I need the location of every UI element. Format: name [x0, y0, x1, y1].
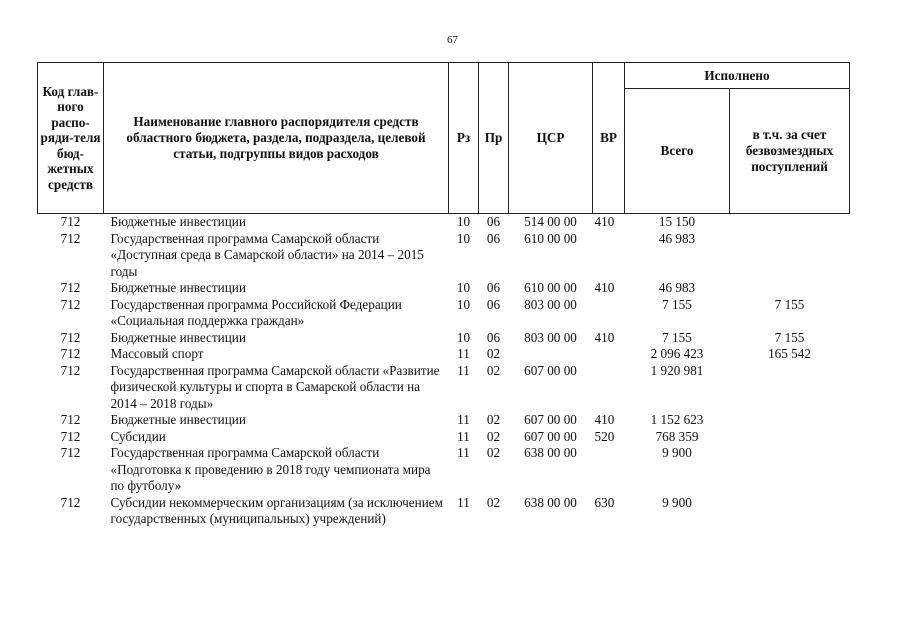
pr-cell: 06 [486, 296, 501, 312]
grant-cell [730, 363, 850, 413]
header-csr: ЦСР [509, 63, 593, 214]
total-cell: 9 900 [662, 445, 692, 460]
name-cell: Бюджетные инвестиции [110, 329, 246, 345]
grant-cell [730, 445, 850, 495]
code-cell: 712 [60, 296, 81, 312]
grant-cell: 7 155 [774, 329, 805, 345]
code-cell: 712 [60, 329, 81, 345]
total-cell: 9 900 [662, 494, 692, 510]
header-executed: Исполнено [625, 63, 850, 89]
grant-cell [730, 231, 850, 281]
pr-cell: 06 [486, 280, 501, 295]
csr-cell: 638 00 00 [524, 445, 577, 460]
total-cell: 1 152 623 [650, 412, 704, 427]
grant-cell [730, 495, 850, 528]
pr-cell: 06 [486, 329, 501, 345]
rz-cell: 11 [457, 445, 470, 460]
pr-cell: 02 [486, 346, 501, 361]
vr-cell: 410 [594, 412, 615, 427]
name-cell: Бюджетные инвестиции [110, 412, 246, 427]
rz-cell: 11 [457, 428, 470, 444]
vr-cell: 520 [594, 428, 615, 444]
grant-cell: 7 155 [774, 296, 805, 312]
header-code: Код глав-ного распо-ряди-теля бюд-жетных средств [38, 63, 104, 214]
name-cell: Государственная программа Самарской области «Подготовка к проведению в 2018 году чемпионата мира по футболу» [110, 445, 431, 493]
vr-cell [593, 346, 625, 363]
name-cell: Государственная программа Самарской области «Доступная среда в Самарской области» на 2014 – 2015 годы [110, 230, 424, 279]
rz-cell: 10 [456, 280, 471, 295]
grant-cell: 165 542 [768, 346, 811, 361]
vr-cell [593, 297, 625, 330]
csr-cell: 607 00 00 [524, 428, 577, 444]
code-cell: 712 [60, 494, 81, 510]
csr-cell [509, 346, 593, 363]
table-row [38, 214, 850, 231]
total-cell: 768 359 [655, 428, 699, 444]
total-cell: 7 155 [662, 329, 692, 345]
pr-cell: 02 [486, 362, 501, 378]
total-cell: 7 155 [662, 296, 692, 312]
name-cell: Бюджетные инвестиции [110, 280, 246, 295]
table-row [38, 297, 850, 330]
table-row [38, 231, 850, 281]
pr-cell: 06 [486, 214, 501, 229]
table-row [38, 445, 850, 495]
code-cell: 712 [60, 362, 81, 378]
name-cell: Массовый спорт [110, 346, 204, 361]
table-row [38, 429, 850, 446]
rz-cell: 10 [456, 214, 471, 229]
code-cell: 712 [60, 428, 81, 444]
rz-cell: 10 [456, 296, 471, 312]
name-cell: Бюджетные инвестиции [110, 214, 246, 229]
csr-cell: 607 00 00 [524, 362, 577, 378]
code-cell: 712 [60, 230, 81, 246]
total-cell: 2 096 423 [650, 346, 704, 361]
header-pr: Пр [479, 63, 509, 214]
table-row [38, 495, 850, 528]
rz-cell: 10 [456, 329, 471, 345]
rz-cell: 10 [456, 230, 471, 246]
table-row [38, 330, 850, 347]
rz-cell: 11 [457, 494, 470, 510]
pr-cell: 02 [486, 445, 501, 460]
total-cell: 46 983 [658, 230, 696, 246]
table-row [38, 412, 850, 429]
csr-cell: 610 00 00 [524, 230, 577, 246]
grant-cell [730, 280, 850, 297]
grant-cell [730, 429, 850, 446]
table-header [38, 63, 850, 214]
total-cell: 46 983 [658, 280, 696, 295]
name-cell: Субсидии некоммерческим организациям (за исключением государственных (муниципальных) учреждений) [110, 494, 443, 526]
csr-cell: 803 00 00 [524, 296, 577, 312]
vr-cell: 630 [594, 494, 615, 510]
rz-cell: 11 [457, 412, 470, 427]
grant-cell [730, 412, 850, 429]
pr-cell: 02 [486, 494, 501, 510]
pr-cell: 06 [486, 230, 501, 246]
page-number: 67 [447, 34, 458, 46]
vr-cell [593, 445, 625, 495]
code-cell: 712 [60, 214, 81, 229]
pr-cell: 02 [486, 412, 501, 427]
code-cell: 712 [60, 280, 81, 295]
vr-cell: 410 [594, 280, 615, 295]
header-total: Всего [625, 89, 730, 214]
header-grant: в т.ч. за счет безвозмездных поступлений [730, 89, 850, 214]
csr-cell: 638 00 00 [524, 494, 577, 510]
header-vr: ВР [593, 63, 625, 214]
table-row [38, 363, 850, 413]
vr-cell: 410 [594, 214, 615, 229]
csr-cell: 803 00 00 [524, 329, 577, 345]
grant-cell [730, 214, 850, 231]
name-cell: Государственная программа Самарской области «Развитие физической культуры и спорта в Самарской области на 2014 – 2018 годы» [110, 362, 440, 411]
vr-cell [593, 231, 625, 281]
total-cell: 15 150 [658, 214, 696, 229]
table-row [38, 346, 850, 363]
code-cell: 712 [60, 412, 81, 427]
code-cell: 712 [60, 346, 81, 361]
rz-cell: 11 [457, 362, 470, 378]
header-rz: Рз [449, 63, 479, 214]
total-cell: 1 920 981 [650, 362, 704, 378]
rz-cell: 11 [457, 346, 470, 361]
table-body [38, 214, 850, 528]
vr-cell: 410 [594, 329, 615, 345]
csr-cell: 610 00 00 [524, 280, 577, 295]
budget-table [37, 62, 850, 528]
csr-cell: 514 00 00 [524, 214, 577, 229]
vr-cell [593, 363, 625, 413]
header-name: Наименование главного распорядителя средств областного бюджета, раздела, подраздела, целевой статьи, подгруппы видов расходов [104, 63, 449, 214]
csr-cell: 607 00 00 [524, 412, 577, 427]
code-cell: 712 [60, 445, 81, 460]
table-row [38, 280, 850, 297]
name-cell: Государственная программа Российской Федерации «Социальная поддержка граждан» [110, 296, 402, 328]
name-cell: Субсидии [110, 428, 166, 444]
pr-cell: 02 [486, 428, 501, 444]
